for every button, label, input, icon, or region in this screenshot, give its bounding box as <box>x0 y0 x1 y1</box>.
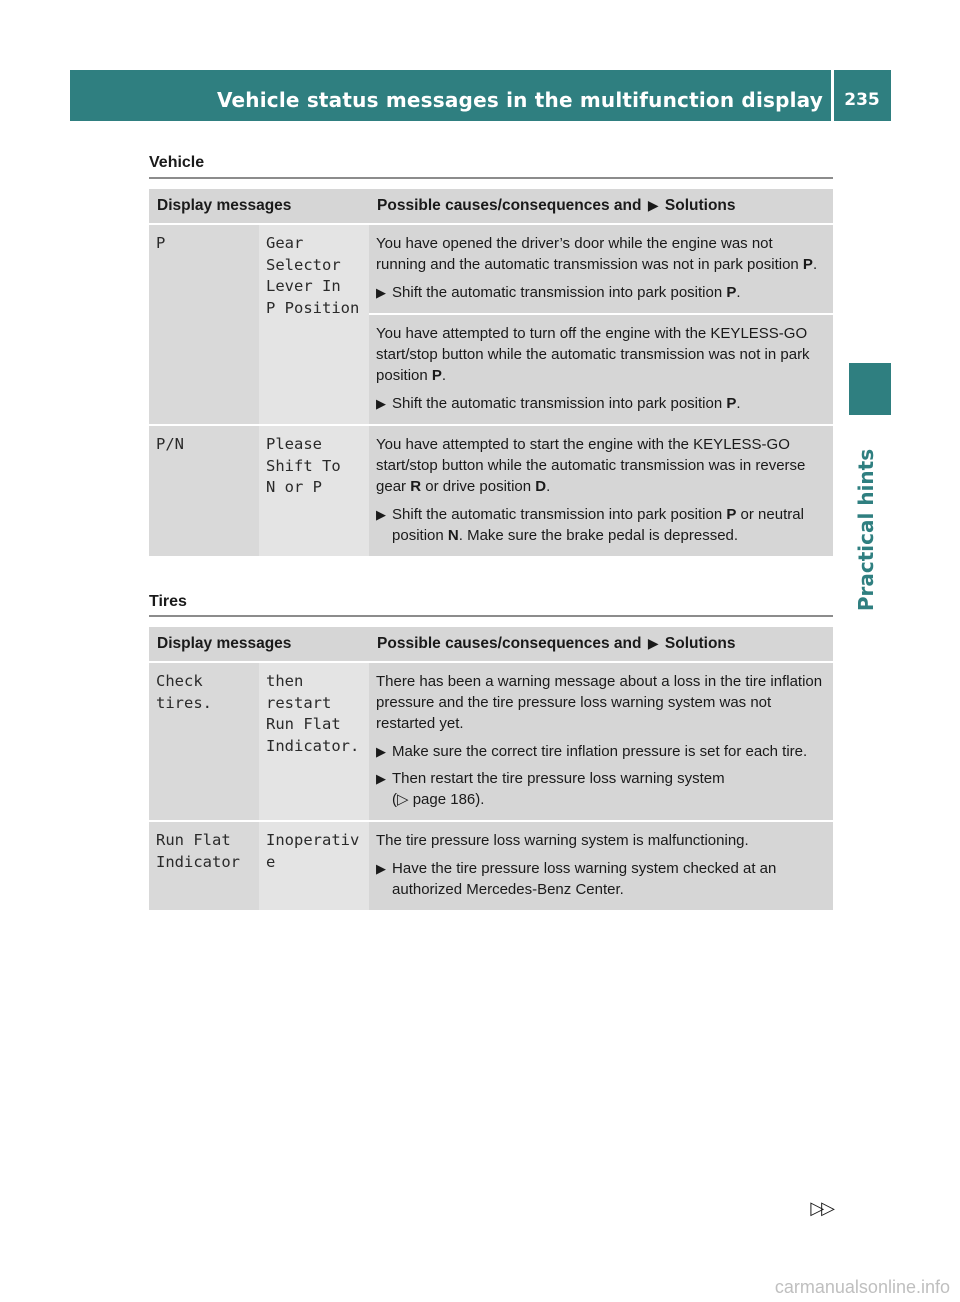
side-tab-marker <box>849 363 891 415</box>
causes-cell <box>369 426 833 556</box>
page-number: 235 <box>844 90 880 110</box>
message-code: Check tires. <box>149 663 259 820</box>
table-row <box>149 822 833 910</box>
solution-step: ▶ Shift the automatic transmission into park position P or neutral position N. Make sure the brake pedal is depressed. <box>376 506 804 544</box>
solution-step: ▶ Shift the automatic transmission into park position P. <box>376 395 741 412</box>
solution-step: ▶ Shift the automatic transmission into park position P. <box>376 284 741 301</box>
message-code: Run Flat Indicator <box>149 822 259 910</box>
page-header <box>70 70 891 121</box>
arrow-right-icon: ▶ <box>376 396 387 411</box>
arrow-right-icon: ▶ <box>376 861 387 876</box>
vehicle-table <box>149 187 833 558</box>
solution-step: ▶ Then restart the tire pressure loss warning system (▷ page 186). <box>376 770 725 808</box>
solution-step: ▶ Make sure the correct tire inflation pressure is set for each tire. <box>376 743 808 760</box>
arrow-right-icon: ▶ <box>376 771 387 786</box>
table-row <box>149 225 833 313</box>
cause-text: You have opened the driver’s door while the engine was not running and the automatic transmission was not in park position P. <box>376 235 818 273</box>
causes-cell <box>369 315 833 424</box>
arrow-right-icon: ▶ <box>376 285 387 300</box>
table-header-row <box>149 627 833 661</box>
header-separator <box>831 70 834 121</box>
message-text: Please Shift To N or P <box>259 426 369 556</box>
column-header-causes: Possible causes/consequences and ▶ Solutions <box>369 627 833 661</box>
column-header-display: Display messages <box>149 627 369 661</box>
continue-arrows-icon: ▷▷ <box>810 1198 832 1218</box>
section-rule-vehicle <box>149 177 833 179</box>
section-rule-tires <box>149 615 833 617</box>
table-row <box>149 663 833 820</box>
message-text: Inoperativ e <box>259 822 369 910</box>
arrow-right-icon: ▶ <box>647 635 659 651</box>
arrow-right-icon: ▶ <box>376 744 387 759</box>
arrow-right-icon: ▶ <box>647 197 659 213</box>
watermark: carmanualsonline.info <box>774 1277 950 1297</box>
column-header-causes: Possible causes/consequences and ▶ Solutions <box>369 189 833 223</box>
column-header-display: Display messages <box>149 189 369 223</box>
page-reference[interactable]: (▷ page 186). <box>392 791 485 808</box>
message-text: Gear Selector Lever In P Position <box>259 225 369 424</box>
cause-text: You have attempted to turn off the engine with the KEYLESS-GO start/stop button while the automatic transmission was not in park position P. <box>376 325 810 384</box>
causes-cell <box>369 663 833 820</box>
cause-text: There has been a warning message about a loss in the tire inflation pressure and the tire pressure loss warning system was not restarted yet. <box>376 673 823 732</box>
cause-text: You have attempted to start the engine with the KEYLESS-GO start/stop button while the automatic transmission was in reverse gear R or drive position D. <box>376 436 806 495</box>
tires-table <box>149 625 833 912</box>
header-title: Vehicle status messages in the multifunction display <box>216 88 823 112</box>
table-header-row <box>149 189 833 223</box>
section-title-tires: Tires <box>149 593 187 610</box>
solution-step: ▶ Have the tire pressure loss warning system checked at an authorized Mercedes-Benz Center. <box>376 860 777 898</box>
side-tab-text: Practical hints <box>854 448 878 612</box>
message-code: P/N <box>149 426 259 556</box>
message-text: then restart Run Flat Indicator. <box>259 663 369 820</box>
arrow-right-icon: ▶ <box>376 507 387 522</box>
table-row <box>149 426 833 556</box>
causes-cell <box>369 225 833 313</box>
cause-text: The tire pressure loss warning system is malfunctioning. <box>376 832 749 849</box>
message-code: P <box>149 225 259 424</box>
side-tab-label <box>836 430 896 630</box>
causes-cell <box>369 822 833 910</box>
section-title-vehicle: Vehicle <box>149 154 205 171</box>
